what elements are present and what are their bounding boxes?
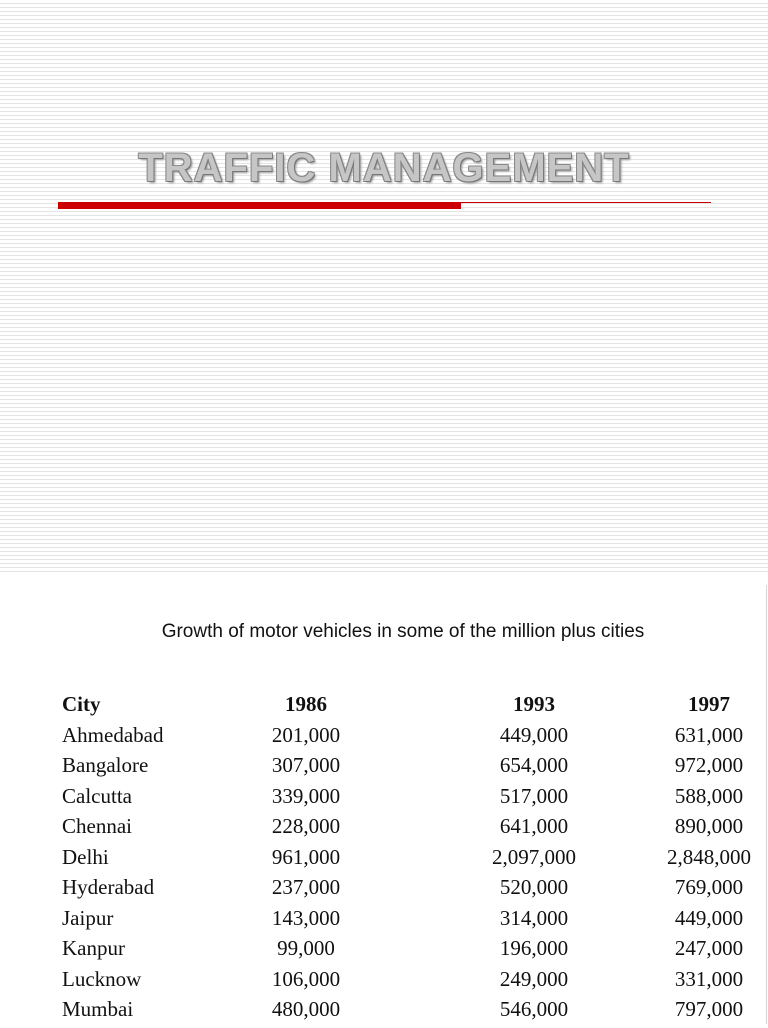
header-1993: 1993 bbox=[513, 692, 555, 716]
cell-city: Delhi bbox=[62, 844, 109, 869]
cell-1986: 201,000 bbox=[271, 722, 341, 747]
header-city: City bbox=[62, 692, 101, 716]
cell-1993: 517,000 bbox=[499, 783, 569, 808]
cell-city: Jaipur bbox=[62, 905, 114, 930]
cell-1993: 654,000 bbox=[499, 753, 569, 777]
cell-1986: 99,000 bbox=[277, 936, 335, 960]
title-underline-thin bbox=[461, 202, 711, 203]
cell-1993: 520,000 bbox=[499, 875, 569, 899]
table-title: Growth of motor vehicles in some of the million plus cities bbox=[161, 621, 645, 642]
cell-1986: 228,000 bbox=[271, 814, 341, 838]
cell-1997: 449,000 bbox=[674, 905, 744, 930]
cell-city: Chennai bbox=[62, 814, 132, 838]
header-1997: 1997 bbox=[688, 692, 730, 716]
cell-city: Hyderabad bbox=[62, 875, 155, 899]
title-underline-thick bbox=[58, 202, 461, 209]
cell-1993: 249,000 bbox=[499, 966, 569, 991]
cell-city: Mumbai bbox=[62, 997, 134, 1021]
cell-1997: 631,000 bbox=[674, 722, 744, 747]
cell-city: Kanpur bbox=[62, 936, 125, 960]
cell-1993: 641,000 bbox=[499, 814, 569, 838]
cell-city: Calcutta bbox=[62, 783, 132, 808]
cell-1997: 890,000 bbox=[674, 814, 744, 838]
cell-city: Ahmedabad bbox=[62, 722, 164, 747]
cell-1986: 307,000 bbox=[271, 753, 341, 777]
cell-1986: 339,000 bbox=[271, 783, 341, 808]
cell-1986: 106,000 bbox=[271, 966, 341, 991]
cell-1997: 588,000 bbox=[674, 783, 744, 808]
cell-1993: 196,000 bbox=[499, 936, 569, 960]
cell-1986: 961,000 bbox=[271, 844, 341, 869]
cell-1986: 237,000 bbox=[271, 875, 341, 899]
cell-1997: 972,000 bbox=[674, 753, 744, 777]
cell-1993: 2,097,000 bbox=[492, 844, 576, 869]
header-1986: 1986 bbox=[285, 692, 327, 716]
cell-city: Bangalore bbox=[62, 753, 149, 777]
cell-1986: 480,000 bbox=[271, 997, 341, 1021]
cell-1993: 314,000 bbox=[499, 905, 569, 930]
cell-1986: 143,000 bbox=[271, 905, 341, 930]
cell-city: Lucknow bbox=[62, 966, 142, 991]
cell-1997: 769,000 bbox=[674, 875, 744, 899]
slide-title: TRAFFIC MANAGEMENT bbox=[138, 146, 630, 190]
cell-1997: 331,000 bbox=[674, 966, 744, 991]
cell-1993: 546,000 bbox=[499, 997, 569, 1021]
cell-1997: 2,848,000 bbox=[667, 844, 751, 869]
cell-1997: 797,000 bbox=[674, 997, 744, 1021]
cell-1993: 449,000 bbox=[499, 722, 569, 747]
cell-1997: 247,000 bbox=[674, 936, 744, 960]
